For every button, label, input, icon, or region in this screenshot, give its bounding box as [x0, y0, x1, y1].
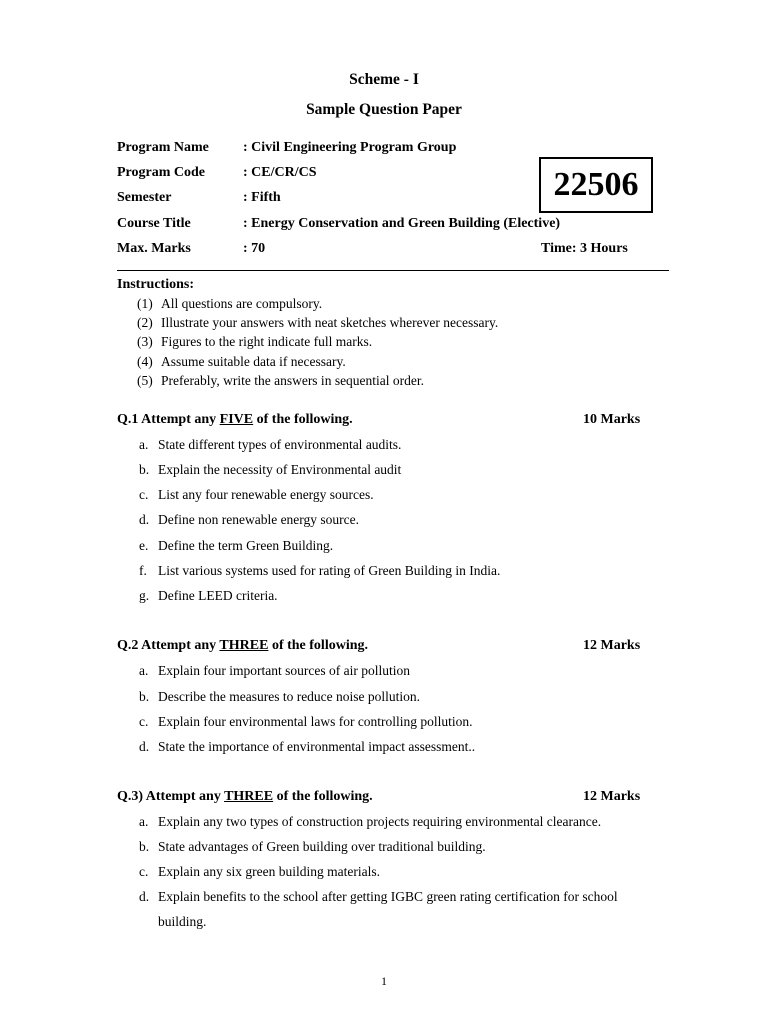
instruction-item — [137, 354, 346, 370]
item-text: Define non renewable energy source. — [158, 512, 360, 527]
item-text: Explain four environmental laws for controlling pollution. — [158, 714, 473, 729]
item-letter: c. — [139, 714, 149, 729]
item-text: List various systems used for rating of Green Building in India. — [158, 563, 501, 578]
question-prefix: Q.1 Attempt any — [117, 412, 220, 427]
item-text: Define the term Green Building. — [158, 538, 334, 553]
question-1-item-b — [139, 457, 659, 482]
item-text: List any four renewable energy sources. — [158, 487, 374, 502]
question-3-item-c — [139, 859, 659, 884]
item-text: Explain four important sources of air pollution — [158, 663, 410, 678]
question-1-marks: 10 Marks — [583, 412, 641, 427]
question-2-marks: 12 Marks — [583, 638, 641, 653]
exam-time: Time: 3 Hours — [541, 241, 628, 256]
instruction-item — [137, 315, 498, 331]
item-letter: a. — [139, 437, 149, 452]
question-1-item-f — [139, 558, 659, 583]
instruction-text: Preferably, write the answers in sequential order. — [161, 373, 425, 388]
item-letter: d. — [139, 889, 150, 904]
item-text: Explain benefits to the school after getting IGBC green rating certification for school building. — [158, 889, 618, 929]
item-letter: c. — [139, 487, 149, 502]
question-2-item-b — [139, 684, 659, 709]
item-letter: g. — [139, 588, 150, 603]
item-letter: b. — [139, 462, 150, 477]
course-title-value: : Energy Conservation and Green Building (Elective) — [243, 216, 561, 231]
question-3-item-d — [139, 884, 659, 929]
instruction-number: (3) — [137, 334, 153, 349]
item-letter: b. — [139, 839, 150, 854]
course-title-label: Course Title — [117, 216, 191, 231]
semester-label: Semester — [117, 190, 172, 205]
question-2-item-c — [139, 709, 659, 734]
instruction-number: (4) — [137, 354, 153, 369]
item-letter: a. — [139, 663, 149, 678]
instructions-heading: Instructions: — [117, 277, 195, 292]
scheme-label: Scheme - I — [349, 71, 419, 88]
item-text: Explain any six green building materials. — [158, 864, 380, 879]
max-marks-value: : 70 — [243, 241, 266, 256]
question-3-item-a — [139, 809, 659, 834]
question-1-heading — [117, 412, 353, 428]
question-2-item-a — [139, 658, 659, 683]
question-count: FIVE — [219, 412, 254, 427]
question-1-item-c — [139, 482, 659, 507]
item-text: Explain the necessity of Environmental audit — [158, 462, 402, 477]
question-1-item-g — [139, 583, 659, 608]
header-divider — [117, 270, 669, 271]
instruction-number: (5) — [137, 373, 153, 388]
item-text: Explain any two types of construction projects requiring environmental clearance. — [158, 814, 602, 829]
question-2-item-d — [139, 734, 659, 759]
instruction-number: (1) — [137, 296, 153, 311]
max-marks-label: Max. Marks — [117, 241, 191, 256]
instruction-text: All questions are compulsory. — [161, 296, 323, 311]
question-1-item-a — [139, 432, 659, 457]
page-title: Sample Question Paper — [306, 101, 462, 118]
question-suffix: of the following. — [273, 789, 373, 804]
item-letter: b. — [139, 689, 150, 704]
question-count: THREE — [219, 638, 269, 653]
question-3-marks: 12 Marks — [583, 789, 641, 804]
question-2-heading — [117, 638, 368, 654]
instruction-text: Assume suitable data if necessary. — [161, 354, 346, 369]
item-letter: d. — [139, 512, 150, 527]
question-count: THREE — [224, 789, 274, 804]
instruction-item — [137, 296, 322, 312]
instruction-number: (2) — [137, 315, 153, 330]
course-code-box: 22506 — [539, 157, 653, 213]
item-text: State different types of environmental audits. — [158, 437, 402, 452]
program-name-value: : Civil Engineering Program Group — [243, 140, 457, 155]
item-letter: c. — [139, 864, 149, 879]
question-prefix: Q.2 Attempt any — [117, 638, 220, 653]
program-code-value: : CE/CR/CS — [243, 165, 317, 180]
question-prefix: Q.3) Attempt any — [117, 789, 225, 804]
instruction-text: Illustrate your answers with neat sketches wherever necessary. — [161, 315, 499, 330]
program-name-label: Program Name — [117, 140, 209, 155]
question-3-heading — [117, 789, 373, 805]
item-text: Define LEED criteria. — [158, 588, 278, 603]
item-text: State the importance of environmental impact assessment.. — [158, 739, 476, 754]
question-3-item-b — [139, 834, 659, 859]
page-number: 1 — [381, 974, 387, 988]
item-letter: d. — [139, 739, 150, 754]
item-letter: e. — [139, 538, 149, 553]
item-letter: a. — [139, 814, 149, 829]
item-text: State advantages of Green building over traditional building. — [158, 839, 486, 854]
question-suffix: of the following. — [253, 412, 353, 427]
item-text: Describe the measures to reduce noise pollution. — [158, 689, 421, 704]
item-letter: f. — [139, 563, 147, 578]
question-1-item-d — [139, 507, 659, 532]
question-suffix: of the following. — [268, 638, 368, 653]
program-code-label: Program Code — [117, 165, 205, 180]
question-1-item-e — [139, 533, 659, 558]
instruction-text: Figures to the right indicate full marks. — [161, 334, 373, 349]
instruction-item — [137, 373, 424, 389]
instruction-item — [137, 334, 372, 350]
semester-value: : Fifth — [243, 190, 281, 205]
